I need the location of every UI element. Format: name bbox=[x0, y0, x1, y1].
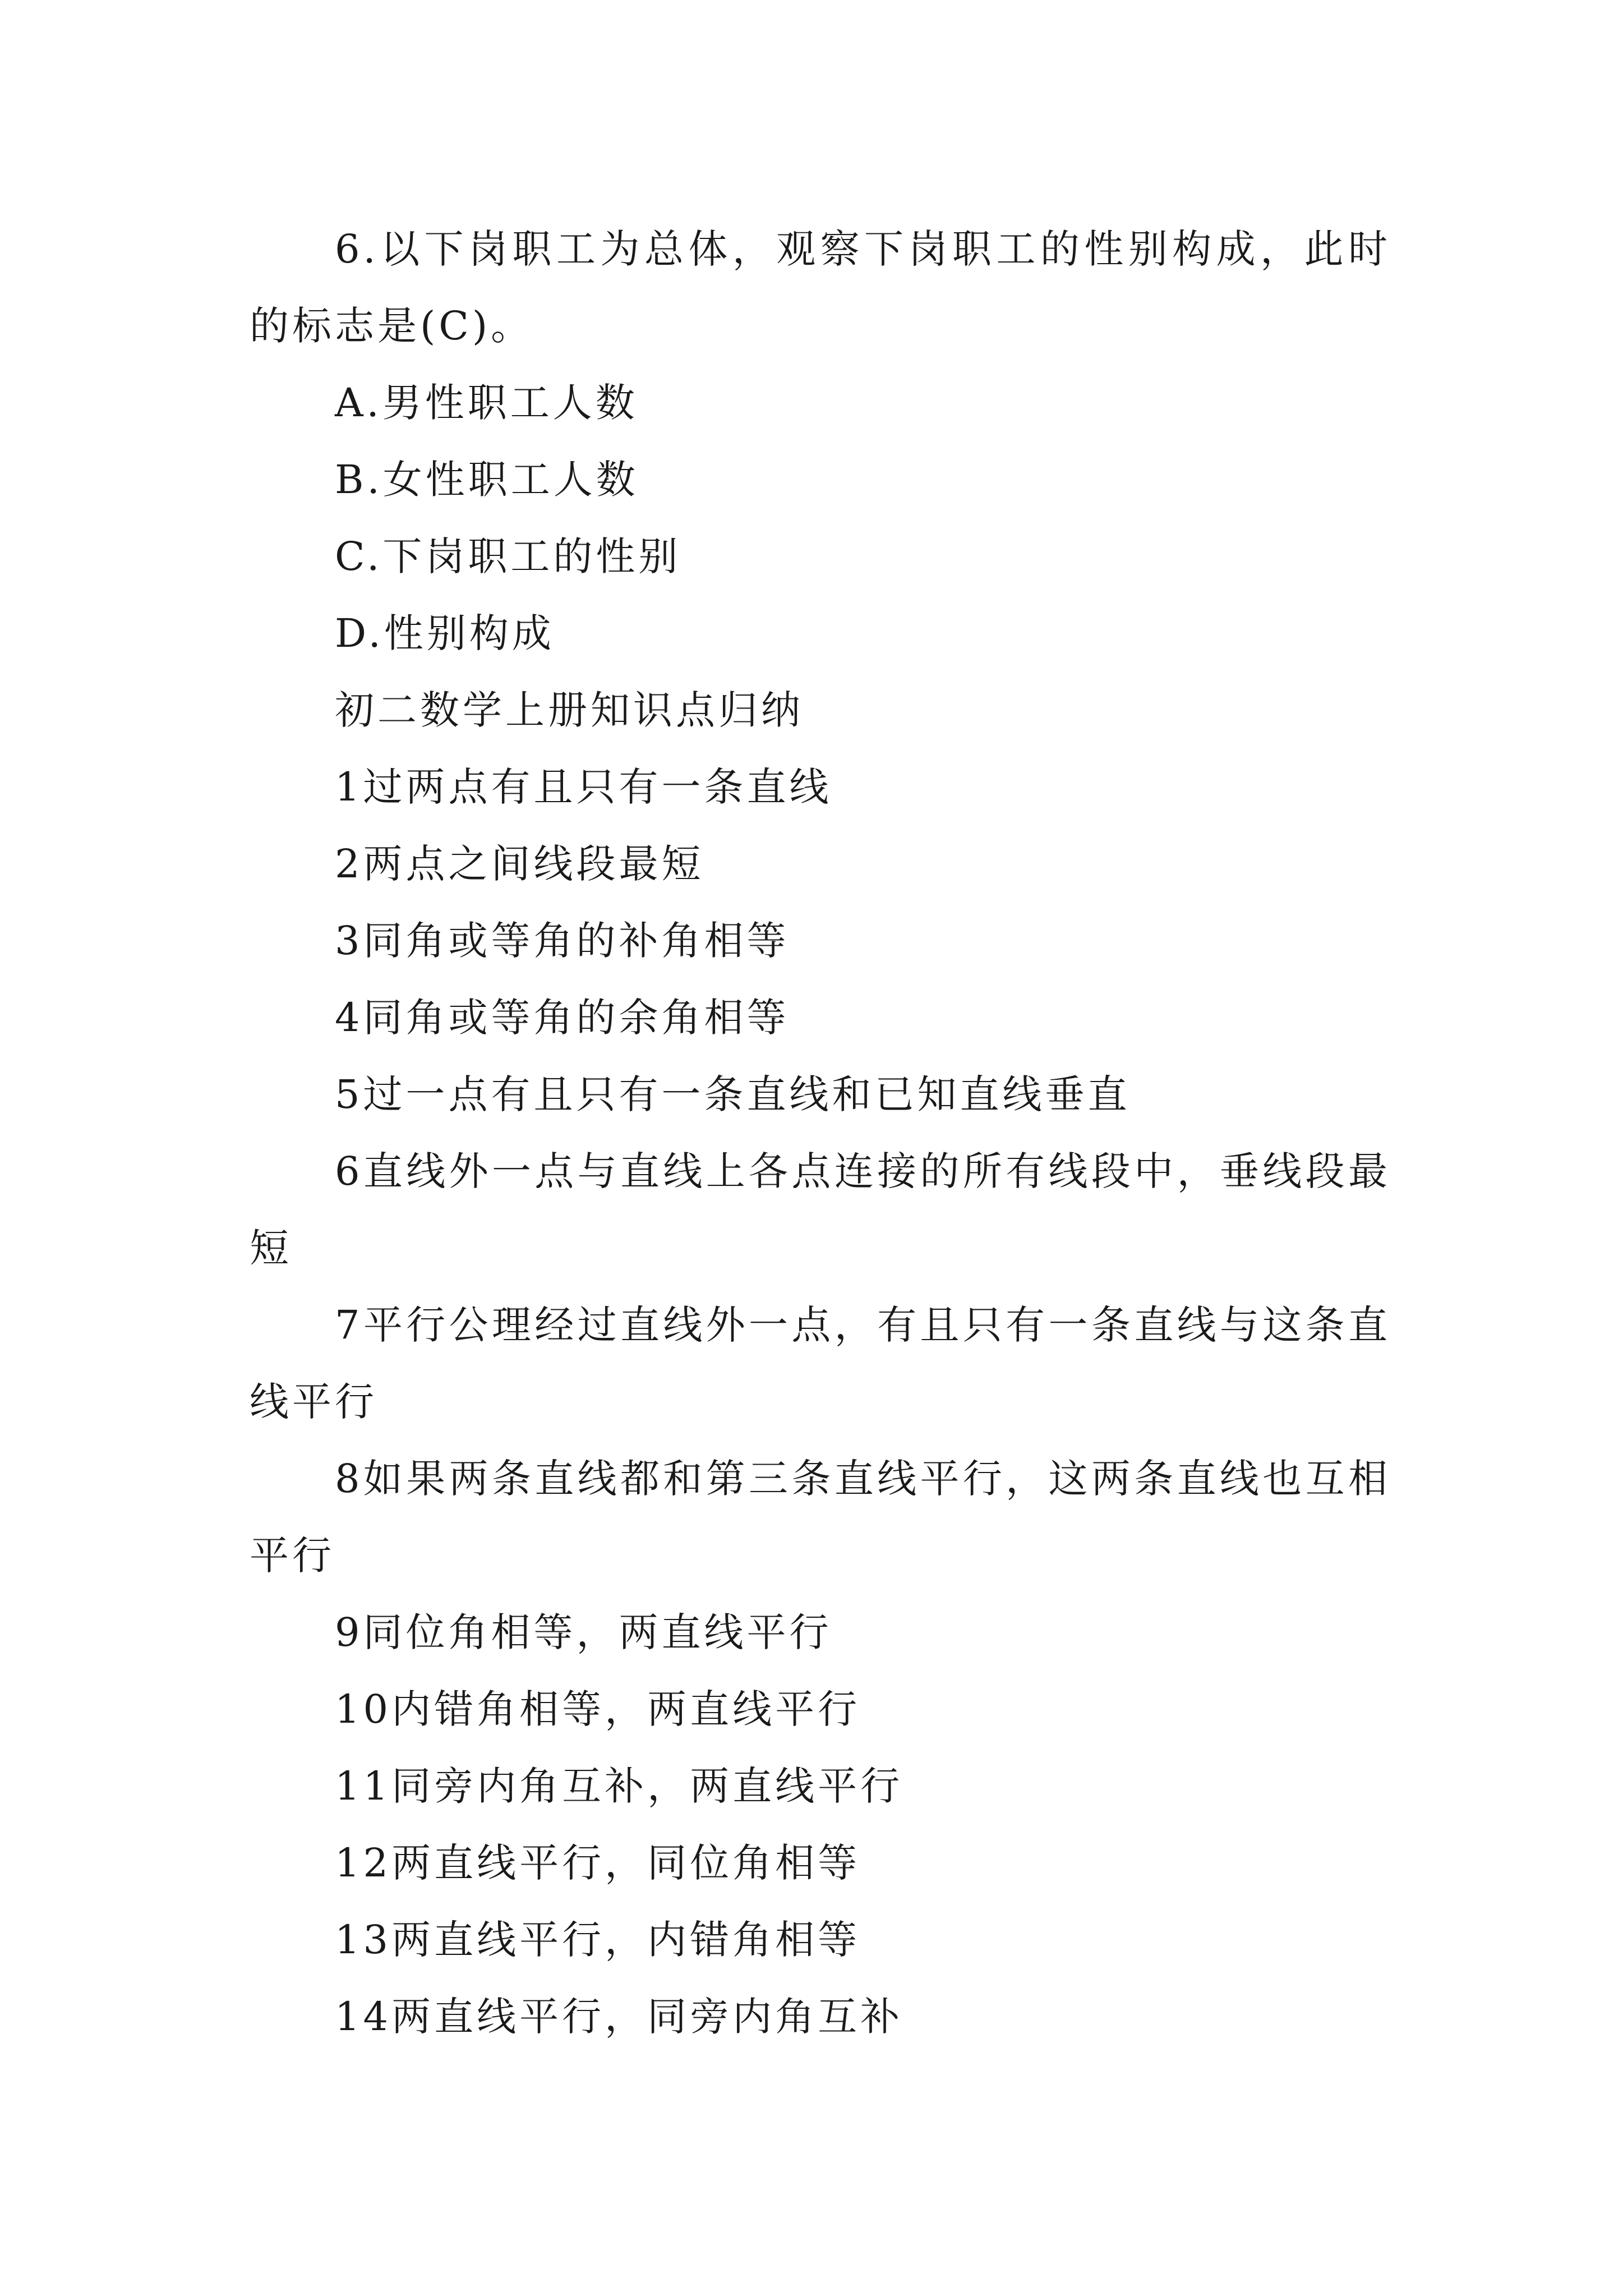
knowledge-item: 11同旁内角互补，两直线平行 bbox=[335, 1763, 903, 1809]
section-title: 初二数学上册知识点归纳 bbox=[335, 687, 804, 733]
option-c: C.下岗职工的性别 bbox=[335, 533, 681, 579]
knowledge-item: 6直线外一点与直线上各点连接的所有线段中，垂线段最短 bbox=[250, 1148, 1391, 1271]
knowledge-item: 14两直线平行，同旁内角互补 bbox=[335, 1994, 903, 2040]
knowledge-item: 7平行公理经过直线外一点，有且只有一条直线与这条直线平行 bbox=[250, 1302, 1391, 1425]
knowledge-item: 13两直线平行，内错角相等 bbox=[335, 1917, 861, 1963]
option-d: D.性别构成 bbox=[335, 610, 555, 656]
knowledge-item: 10内错角相等，两直线平行 bbox=[335, 1686, 861, 1732]
question-stem: 6.以下岗职工为总体，观察下岗职工的性别构成，此时的标志是(C)。 bbox=[250, 226, 1391, 349]
knowledge-item: 9同位角相等，两直线平行 bbox=[335, 1609, 832, 1655]
knowledge-item: 3同角或等角的补角相等 bbox=[335, 918, 790, 964]
knowledge-item: 5过一点有且只有一条直线和已知直线垂直 bbox=[335, 1071, 1131, 1117]
document-body bbox=[250, 211, 1391, 2055]
knowledge-item: 8如果两条直线都和第三条直线平行，这两条直线也互相平行 bbox=[250, 1456, 1391, 1579]
knowledge-item: 2两点之间线段最短 bbox=[335, 841, 704, 887]
option-b: B.女性职工人数 bbox=[335, 457, 639, 503]
knowledge-item: 4同角或等角的余角相等 bbox=[335, 995, 790, 1041]
option-a: A.男性职工人数 bbox=[335, 380, 638, 426]
knowledge-item: 1过两点有且只有一条直线 bbox=[335, 764, 832, 810]
knowledge-item: 12两直线平行，同位角相等 bbox=[335, 1840, 861, 1886]
